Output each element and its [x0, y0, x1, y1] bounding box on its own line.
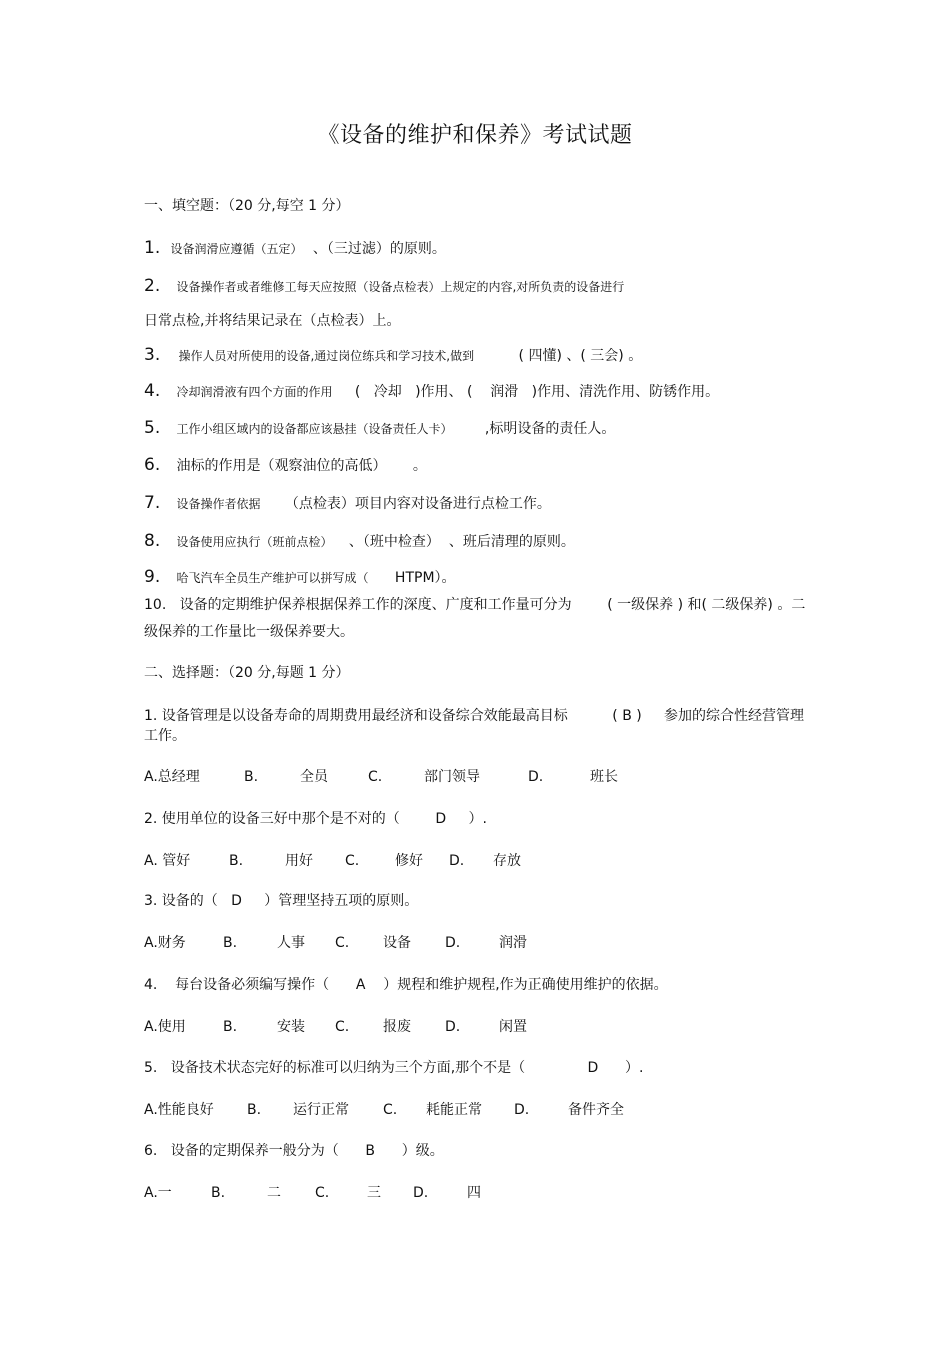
- question-number: 2.: [144, 276, 161, 296]
- fill-question-4: 4. 冷却润滑液有四个方面的作用 ( 冷却 )作用、 ( 润滑 )作用、清洗作用、防锈作用。: [144, 381, 720, 401]
- question-number: 9.: [144, 567, 161, 587]
- section2-heading: 二、选择题：（20 分,每题 1 分）: [144, 665, 350, 681]
- question-number: 6.: [144, 455, 161, 475]
- choice-question-1: 1. 设备管理是以设备寿命的周期费用最经济和设备综合效能最高目标 ( B ) 参加的综合性经营管理工作。: [144, 708, 804, 744]
- choice-options-3: A.财务 B. 人事 C. 设备 D. 润滑: [144, 935, 527, 951]
- choice-question-4: 4. 每台设备必须编写操作（ A ）规程和维护规程,作为正确使用维护的依据。: [144, 977, 668, 993]
- choice-options-2: A. 管好 B. 用好 C. 修好 D. 存放: [144, 853, 521, 869]
- fill-question-10: 10. 设备的定期维护保养根据保养工作的深度、广度和工作量可分为 ( 一级保养 ) 和( 二级保养) 。二级保养的工作量比一级保养要大。: [144, 597, 806, 640]
- choice-question-6: 6. 设备的定期保养一般分为（ B ）级。: [144, 1143, 444, 1159]
- page-title: 《设备的维护和保养》考试试题: [317, 123, 633, 148]
- choice-options-1: A.总经理 B. 全员 C. 部门领导 D. 班长: [144, 769, 618, 785]
- question-number: 1.: [144, 238, 161, 258]
- choice-question-3: 3. 设备的（ D ）管理坚持五项的原则。: [144, 893, 419, 909]
- question-number: 8.: [144, 531, 161, 551]
- fill-question-1: 1. 设备润滑应遵循（五定） 、（三过滤）的原则。: [144, 238, 446, 258]
- question-number: 7.: [144, 493, 161, 513]
- fill-question-8: 8. 设备使用应执行（班前点检） 、（班中检查） 、班后清理的原则。: [144, 531, 575, 551]
- question-number: 5.: [144, 418, 161, 438]
- fill-question-2: 2. 设备操作者或者维修工每天应按照（设备点检表）上规定的内容,对所负责的设备进行: [144, 276, 625, 296]
- choice-options-5: A.性能良好 B. 运行正常 C. 耗能正常 D. 备件齐全: [144, 1102, 624, 1118]
- choice-question-2: 2. 使用单位的设备三好中那个是不对的（ D ）.: [144, 811, 487, 827]
- fill-question-5: 5. 工作小组区域内的设备都应该悬挂（设备责任人卡） ,标明设备的责任人。: [144, 418, 616, 438]
- fill-question-9: 9. 哈飞汽车全员生产维护可以拼写成（ HTPM）。: [144, 567, 456, 587]
- fill-question-3: 3. 操作人员对所使用的设备,通过岗位练兵和学习技术,做到 ( 四懂) 、( 三会) 。: [144, 345, 643, 365]
- choice-options-6: A.一 B. 二 C. 三 D. 四: [144, 1185, 481, 1201]
- fill-question-7: 7. 设备操作者依据 （点检表）项目内容对设备进行点检工作。: [144, 493, 551, 513]
- choice-options-4: A.使用 B. 安装 C. 报废 D. 闲置: [144, 1019, 527, 1035]
- question-number: 3.: [144, 345, 161, 365]
- section1-heading: 一、填空题：（20 分,每空 1 分）: [144, 198, 350, 214]
- fill-question-6: 6. 油标的作用是（观察油位的高低） 。: [144, 455, 427, 475]
- fill-question-2-cont: 日常点检,并将结果记录在（点检表）上。: [144, 313, 401, 329]
- choice-question-5: 5. 设备技术状态完好的标准可以归纳为三个方面,那个不是（ D ）.: [144, 1060, 644, 1076]
- question-number: 4.: [144, 381, 161, 401]
